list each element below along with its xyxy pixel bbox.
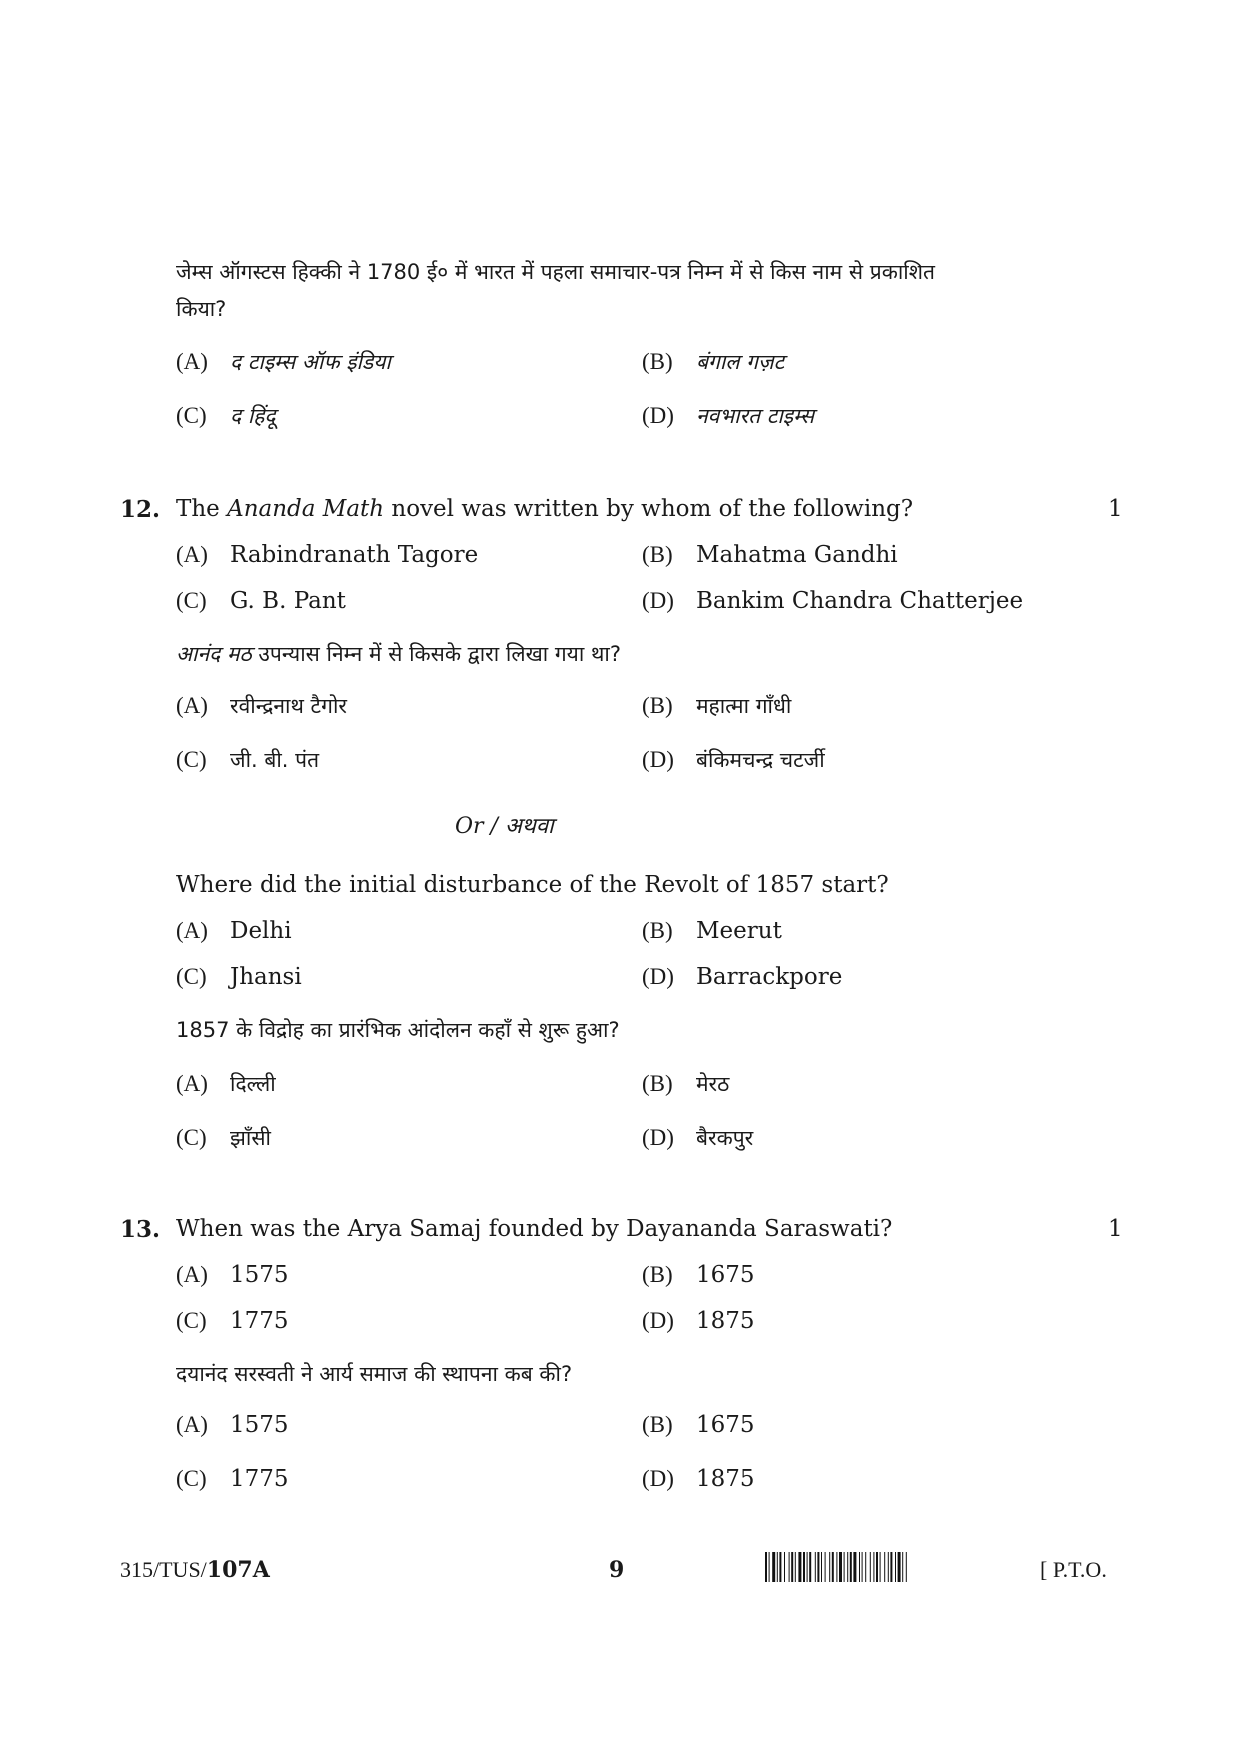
q12-hi-option-c: [176, 746, 319, 774]
option-text: 1875: [696, 1466, 755, 1492]
barcode-bar: [784, 1552, 785, 1582]
q13-hi-option-c: [176, 1466, 289, 1492]
option-label: (B): [642, 542, 673, 567]
q12-option-c: [176, 588, 346, 614]
option-text: 1675: [696, 1262, 755, 1288]
q12-question-hi: [176, 640, 621, 668]
barcode-bar: [844, 1552, 845, 1582]
option-text: Rabindranath Tagore: [230, 542, 479, 568]
q13-marks: 1: [1108, 1216, 1123, 1242]
q13-hi-option-b: [642, 1412, 755, 1438]
barcode-bar: [888, 1552, 889, 1582]
barcode-bar: [809, 1552, 811, 1582]
option-text: मेरठ: [696, 1072, 730, 1096]
q12-novel-title-hi: आनंद मठ: [176, 642, 252, 666]
barcode-bar: [850, 1552, 852, 1582]
option-label: (C): [176, 403, 207, 428]
barcode-bar: [853, 1552, 856, 1582]
q11-hindi-question-line2: किया?: [176, 297, 227, 321]
barcode-bar: [880, 1552, 881, 1582]
q12-alt-option-b: [642, 918, 782, 944]
barcode-bar: [862, 1552, 863, 1582]
option-label: (D): [642, 403, 674, 428]
q11-option-a: [176, 348, 391, 376]
option-label: (D): [642, 1125, 674, 1150]
barcode-bar: [884, 1552, 885, 1582]
barcode-bar: [777, 1552, 778, 1582]
barcode-bar: [765, 1552, 767, 1582]
option-label: (C): [176, 747, 207, 772]
paper-code-bold: 107A: [206, 1557, 270, 1583]
q13-option-d: [642, 1308, 755, 1334]
option-text: जी. बी. पंत: [230, 748, 320, 772]
option-text: Bankim Chandra Chatterjee: [696, 588, 1024, 614]
q12-alt-option-a: [176, 918, 292, 944]
barcode-bar: [779, 1552, 781, 1582]
option-label: (D): [642, 1466, 674, 1491]
barcode-bar: [847, 1552, 848, 1582]
q12-hi-option-a: [176, 692, 347, 720]
option-text: द हिंदू: [230, 404, 276, 428]
option-label: (C): [176, 588, 207, 613]
option-text: दिल्ली: [230, 1072, 276, 1096]
option-text: Barrackpore: [696, 964, 843, 990]
q12-hi-option-b: [642, 692, 791, 720]
option-label: (A): [176, 693, 208, 718]
q13-question-hi: दयानंद सरस्वती ने आर्य समाज की स्थापना कब की?: [176, 1362, 573, 1386]
q12-question-post: novel was written by whom of the following?: [384, 496, 914, 522]
option-text: 1575: [230, 1412, 289, 1438]
paper-code: [120, 1557, 270, 1583]
option-label: (B): [642, 1262, 673, 1287]
barcode-bar: [798, 1552, 801, 1582]
option-text: 1675: [696, 1412, 755, 1438]
option-label: (D): [642, 1308, 674, 1333]
option-text: द टाइम्स ऑफ इंडिया: [230, 350, 391, 374]
q12-alt-hi-option-b: [642, 1070, 729, 1098]
barcode: [765, 1552, 1023, 1582]
option-label: (D): [642, 588, 674, 613]
option-label: (C): [176, 1466, 207, 1491]
option-text: महात्मा गाँधी: [696, 694, 792, 718]
option-text: झाँसी: [230, 1126, 271, 1150]
q11-hindi-question-line1: जेम्स ऑगस्टस हिक्की ने 1780 ई० में भारत में पहला समाचार-पत्र निम्न में से किस नाम से प्रकाशित: [176, 260, 935, 284]
option-label: (B): [642, 1071, 673, 1096]
q12-alt-hi-option-a: [176, 1070, 276, 1098]
or-separator: Or / अथवा: [455, 814, 554, 839]
option-label: (C): [176, 1125, 207, 1150]
barcode-bar: [789, 1552, 790, 1582]
q12-marks: 1: [1108, 496, 1123, 522]
option-text: नवभारत टाइम्स: [696, 404, 815, 428]
barcode-bar: [859, 1552, 860, 1582]
barcode-bar: [803, 1552, 805, 1582]
q12-alt-question-en: Where did the initial disturbance of the Revolt of 1857 start?: [176, 872, 889, 898]
barcode-bar: [902, 1552, 903, 1582]
q13-number: 13.: [120, 1216, 161, 1243]
option-label: (A): [176, 349, 208, 374]
q13-hi-option-d: [642, 1466, 755, 1492]
q12-option-d: [642, 588, 1023, 614]
option-text: बंगाल गज़ट: [696, 350, 785, 374]
barcode-bar: [772, 1552, 775, 1582]
q13-question-en: When was the Arya Samaj founded by Dayananda Saraswati?: [176, 1216, 893, 1242]
paper-code-prefix: 315/TUS/: [120, 1557, 207, 1582]
option-label: (B): [642, 349, 673, 374]
option-label: (C): [176, 1308, 207, 1333]
barcode-bar: [829, 1552, 830, 1582]
q12-hi-option-d: [642, 746, 825, 774]
q13-hi-option-a: [176, 1412, 289, 1438]
barcode-bar: [832, 1552, 834, 1582]
option-text: Meerut: [696, 918, 782, 944]
option-text: 1775: [230, 1466, 289, 1492]
barcode-bar: [795, 1552, 796, 1582]
option-text: Jhansi: [230, 964, 302, 990]
q12-question-hi-post: उपन्यास निम्न में से किसके द्वारा लिखा गया था?: [251, 642, 621, 666]
q11-option-d: [642, 402, 814, 430]
page-number: 9: [609, 1557, 625, 1583]
option-label: (D): [642, 747, 674, 772]
barcode-bar: [836, 1552, 837, 1582]
q12-alt-hi-option-c: [176, 1124, 271, 1152]
q12-alt-hi-option-d: [642, 1124, 753, 1152]
barcode-bar: [895, 1552, 896, 1582]
option-label: (A): [176, 1262, 208, 1287]
option-label: (B): [642, 918, 673, 943]
option-label: (B): [642, 1412, 673, 1437]
q12-option-b: [642, 542, 898, 568]
q12-alt-option-c: [176, 964, 302, 990]
q11-option-c: [176, 402, 276, 430]
q12-alt-option-d: [642, 964, 842, 990]
barcode-bar: [839, 1552, 842, 1582]
option-label: (A): [176, 1071, 208, 1096]
q12-question-pre: The: [176, 496, 228, 522]
barcode-bar: [906, 1552, 907, 1582]
barcode-bar: [817, 1552, 819, 1582]
option-label: (A): [176, 1412, 208, 1437]
barcode-bar: [825, 1552, 826, 1582]
pto-label: [ P.T.O.: [1040, 1557, 1107, 1582]
option-text: G. B. Pant: [230, 588, 346, 614]
barcode-bar: [865, 1552, 866, 1582]
option-label: (A): [176, 542, 208, 567]
option-text: बंकिमचन्द्र चटर्जी: [696, 748, 825, 772]
barcode-bar: [890, 1552, 892, 1582]
option-text: बैरकपुर: [696, 1126, 754, 1150]
option-label: (C): [176, 964, 207, 989]
barcode-bar: [791, 1552, 793, 1582]
q12-number: 12.: [120, 496, 161, 523]
q11-option-b: [642, 348, 784, 376]
barcode-bar: [898, 1552, 901, 1582]
q12-novel-title: Ananda Math: [227, 496, 385, 522]
option-text: 1575: [230, 1262, 289, 1288]
option-label: (A): [176, 918, 208, 943]
barcode-bar: [769, 1552, 770, 1582]
q12-alt-question-hi: 1857 के विद्रोह का प्रारंभिक आंदोलन कहाँ से शुरू हुआ?: [176, 1018, 620, 1042]
q13-option-b: [642, 1262, 755, 1288]
q12-option-a: [176, 542, 478, 568]
option-text: 1875: [696, 1308, 755, 1334]
barcode-bar: [876, 1552, 878, 1582]
q13-option-c: [176, 1308, 289, 1334]
barcode-bar: [807, 1552, 808, 1582]
option-text: रवीन्द्रनाथ टैगोर: [230, 694, 347, 718]
barcode-bar: [870, 1552, 871, 1582]
barcode-bar: [821, 1552, 822, 1582]
option-label: (B): [642, 693, 673, 718]
barcode-bar: [815, 1552, 816, 1582]
q12-question-en: [176, 496, 913, 522]
option-text: 1775: [230, 1308, 289, 1334]
option-label: (D): [642, 964, 674, 989]
q13-option-a: [176, 1262, 289, 1288]
barcode-bar: [873, 1552, 874, 1582]
option-text: Mahatma Gandhi: [696, 542, 898, 568]
option-text: Delhi: [230, 918, 292, 944]
